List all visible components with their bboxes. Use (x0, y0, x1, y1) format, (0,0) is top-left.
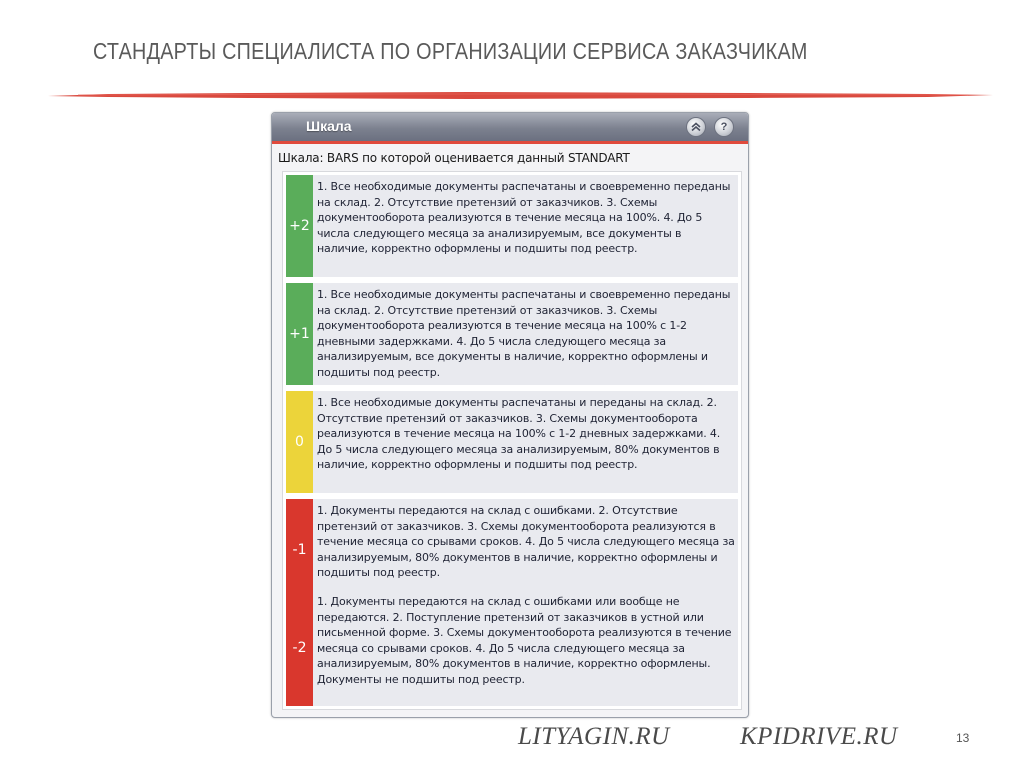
scale-window (271, 112, 749, 718)
footer-link-kpidrive[interactable]: KPIDRIVE.RU (740, 723, 898, 750)
chevron-up-icon[interactable] (686, 117, 706, 137)
score-badge: -1 (286, 499, 313, 601)
scale-row (286, 391, 738, 493)
scale-list (282, 171, 742, 710)
help-icon[interactable]: ? (714, 117, 734, 137)
scale-row (286, 283, 738, 385)
score-badge: +2 (286, 175, 313, 277)
score-badge: 0 (286, 391, 313, 493)
scale-description: 1. Все необходимые документы распечатаны и своевременно переданы на склад. 2. Отсутствие претензий от заказчиков. 3. Схемы документооборота реализуются в течение месяца на 100% с 1-2 дневными задержками. 4. До 5 числа следующего месяца за анализируемым, все документы в наличие, корректно оформлены и подшиты под реестр. (317, 288, 731, 379)
scale-row (286, 499, 738, 601)
red-brush-divider (48, 88, 993, 102)
scale-row (286, 175, 738, 277)
slide-title: СТАНДАРТЫ СПЕЦИАЛИСТА ПО ОРГАНИЗАЦИИ СЕРВИСА ЗАКАЗЧИКАМ (93, 38, 808, 64)
window-title: Шкала (306, 118, 352, 134)
scale-description: 1. Документы передаются на склад с ошибками или вообще не передаются. 2. Поступление претензий от заказчиков в устной или письменной форме. 3. Схемы документооборота реализуются в течение месяца со срывами сроков. 4. До 5 числа следующего месяца за анализируемым, 80% документов в наличие, корректно оформлены. Документы не подшиты под реестр. (317, 595, 732, 686)
score-badge: -2 (286, 590, 313, 706)
window-titlebar[interactable] (272, 113, 748, 144)
footer-link-lityagin[interactable]: LITYAGIN.RU (518, 723, 670, 750)
scale-description: 1. Все необходимые документы распечатаны и переданы на склад. 2. Отсутствие претензий от заказчиков. 3. Схемы документооборота реализуются в течение месяца на 100% с 1-2 дневных задержками. 4. До 5 числа следующего месяца за анализируемым, 80% документов в наличие, корректно оформлены и подшиты под реестр. (317, 396, 721, 472)
score-badge: +1 (286, 283, 313, 385)
scale-row (286, 590, 738, 706)
page-number: 13 (956, 731, 970, 745)
scale-description: 1. Все необходимые документы распечатаны и своевременно переданы на склад. 2. Отсутствие претензий от заказчиков. 3. Схемы документооборота реализуются в течение месяца на 100%. 4. До 5 числа следующего месяца за анализируемым, все документы в наличие, корректно оформлены и подшиты под реестр. (317, 180, 731, 256)
scale-description: 1. Документы передаются на склад с ошибками. 2. Отсутствие претензий от заказчиков. 3. Схемы документооборота реализуются в течение месяца со срывами сроков. 4. До 5 числа следующего месяца за анализируемым, 80% документов в наличие, корректно оформлены и подшиты под реестр. (317, 504, 735, 580)
scale-caption: Шкала: BARS по которой оценивается данный STANDART (278, 151, 630, 165)
